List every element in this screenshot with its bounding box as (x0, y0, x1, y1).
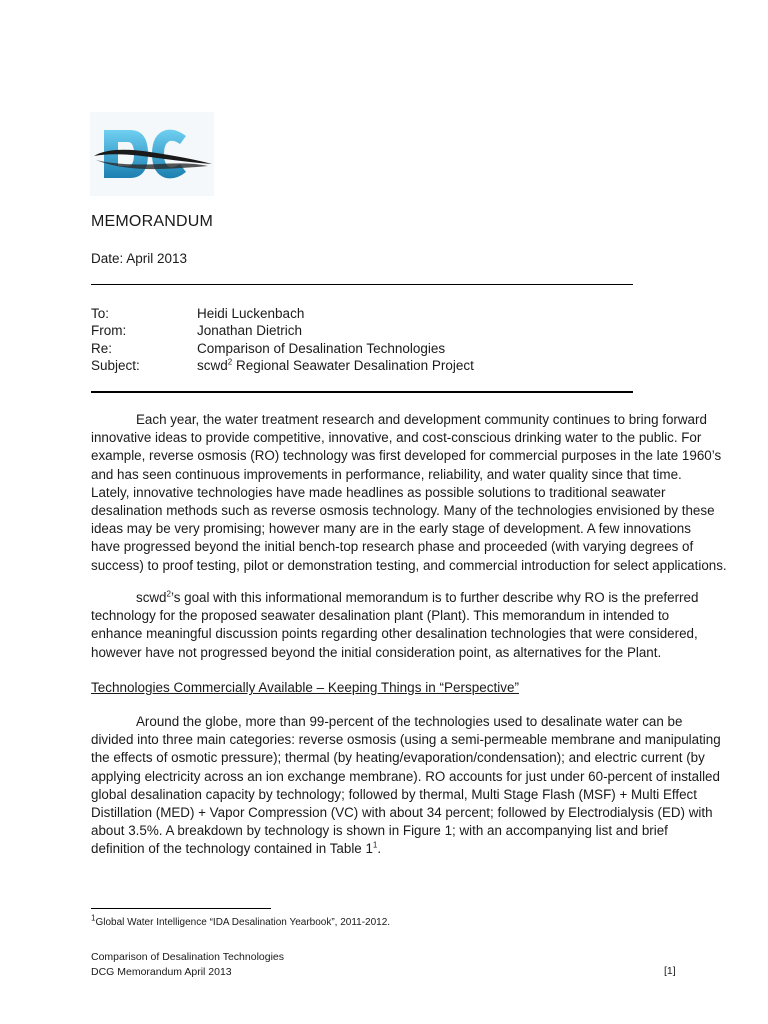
paragraph-line: about 3.5%. A breakdown by technology is shown in Figure 1; with an accompanying list and brief (91, 823, 668, 839)
memo-heading: MEMORANDUM (91, 213, 213, 230)
paragraph-line (91, 589, 699, 607)
paragraph-line: Each year, the water treatment research and development community continues to bring forward (136, 412, 707, 427)
paragraph-line: global desalination capacity by technology; followed by thermal, Multi Stage Flash (MSF) + Multi Effect (91, 786, 697, 802)
goal-pre: scwd (136, 590, 167, 605)
header-label: From: (91, 323, 127, 338)
header-value (197, 357, 474, 375)
dcg-logo-icon (90, 112, 214, 196)
paragraph-line: ideas may be very promising; however many are in the early stage of development. A few innovations (91, 521, 691, 537)
paragraph-line (91, 840, 681, 858)
footnote-ref: 1 (372, 840, 378, 850)
subject-sup: 2 (227, 357, 233, 367)
paragraph-line: innovative ideas to provide competitive, innovative, and cost-conscious drinking water to the public. For (91, 430, 702, 446)
header-value: Comparison of Desalination Technologies (197, 341, 446, 356)
memo-date: Date: April 2013 (91, 251, 188, 266)
footnote-text: Global Water Intelligence “IDA Desalination Yearbook”, 2011-2012. (95, 917, 391, 928)
header-value: Jonathan Dietrich (197, 323, 303, 338)
paragraph-line: enhance meaningful discussion points regarding other desalination technologies that were considered, (91, 626, 698, 642)
header-value: Heidi Luckenbach (197, 306, 305, 321)
paragraph-line: and has seen continuous improvements in performance, reliability, and water quality since that time. (91, 466, 682, 482)
section-title: Technologies Commercially Available – Keeping Things in “Perspective” (91, 680, 519, 695)
paragraph-intro (91, 411, 727, 575)
footer-line: Comparison of Desalination Technologies (91, 951, 285, 963)
paragraph-goal (91, 589, 699, 662)
paragraph-line: Around the globe, more than 99-percent of the technologies used to desalinate water can be (136, 714, 683, 729)
footnote-divider (91, 908, 271, 909)
page-footer (91, 950, 284, 980)
paragraph-line: Distillation (MED) + Vapor Compression (VC) with about 34 percent; followed by Electrodialysis (ED) with (91, 805, 713, 821)
header-label: Subject: (91, 358, 140, 373)
header-label: Re: (91, 341, 113, 356)
paragraph-line: Lately, innovative technologies have made headlines as possible solutions to traditional seawater (91, 484, 666, 500)
subject-post: Regional Seawater Desalination Project (232, 358, 474, 373)
subject-pre: scwd (197, 358, 228, 373)
paragraph-line: have progressed beyond the initial bench-top research phase and proceeded (with varying degrees of (91, 539, 694, 555)
footnote-marker: 1 (91, 913, 96, 923)
header-divider-top (91, 284, 633, 285)
goal-sup: 2 (166, 589, 171, 599)
goal-post: ’s goal with this informational memorandum is to further describe why RO is the preferred (170, 590, 699, 605)
paragraph-line: success) to proof testing, pilot or demonstration testing, and commercial introduction for select applications. (91, 557, 727, 573)
header-label: To: (91, 306, 110, 321)
categories-last-pre: definition of the technology contained in Table 1 (91, 841, 373, 857)
categories-last-post: . (377, 841, 382, 857)
paragraph-line: divided into three main categories: reverse osmosis (using a semi-permeable membrane and manipulating (91, 732, 721, 748)
footnote (91, 913, 391, 928)
paragraph-line: the effects of osmotic pressure); thermal (by heating/evaporation/condensation); and electric current (by (91, 750, 705, 766)
footer-line: DCG Memorandum April 2013 (91, 966, 232, 978)
header-divider-bottom (91, 391, 633, 393)
paragraph-line: desalination methods such as reverse osmosis technology. Many of the technologies envisioned by these (91, 503, 715, 519)
paragraph-categories (91, 713, 721, 859)
paragraph-line: example, reverse osmosis (RO) technology was first developed for commercial purposes in the late 1960’s (91, 448, 722, 464)
paragraph-line: technology for the proposed seawater desalination plant (Plant). This memorandum in intended to (91, 608, 670, 624)
paragraph-line: applying electricity across an ion exchange membrane). RO accounts for just under 60-percent of installed (91, 768, 720, 784)
paragraph-line: however have not progressed beyond the initial consideration point, as alternatives for the Plant. (91, 644, 662, 660)
page-number: [1] (664, 965, 676, 977)
